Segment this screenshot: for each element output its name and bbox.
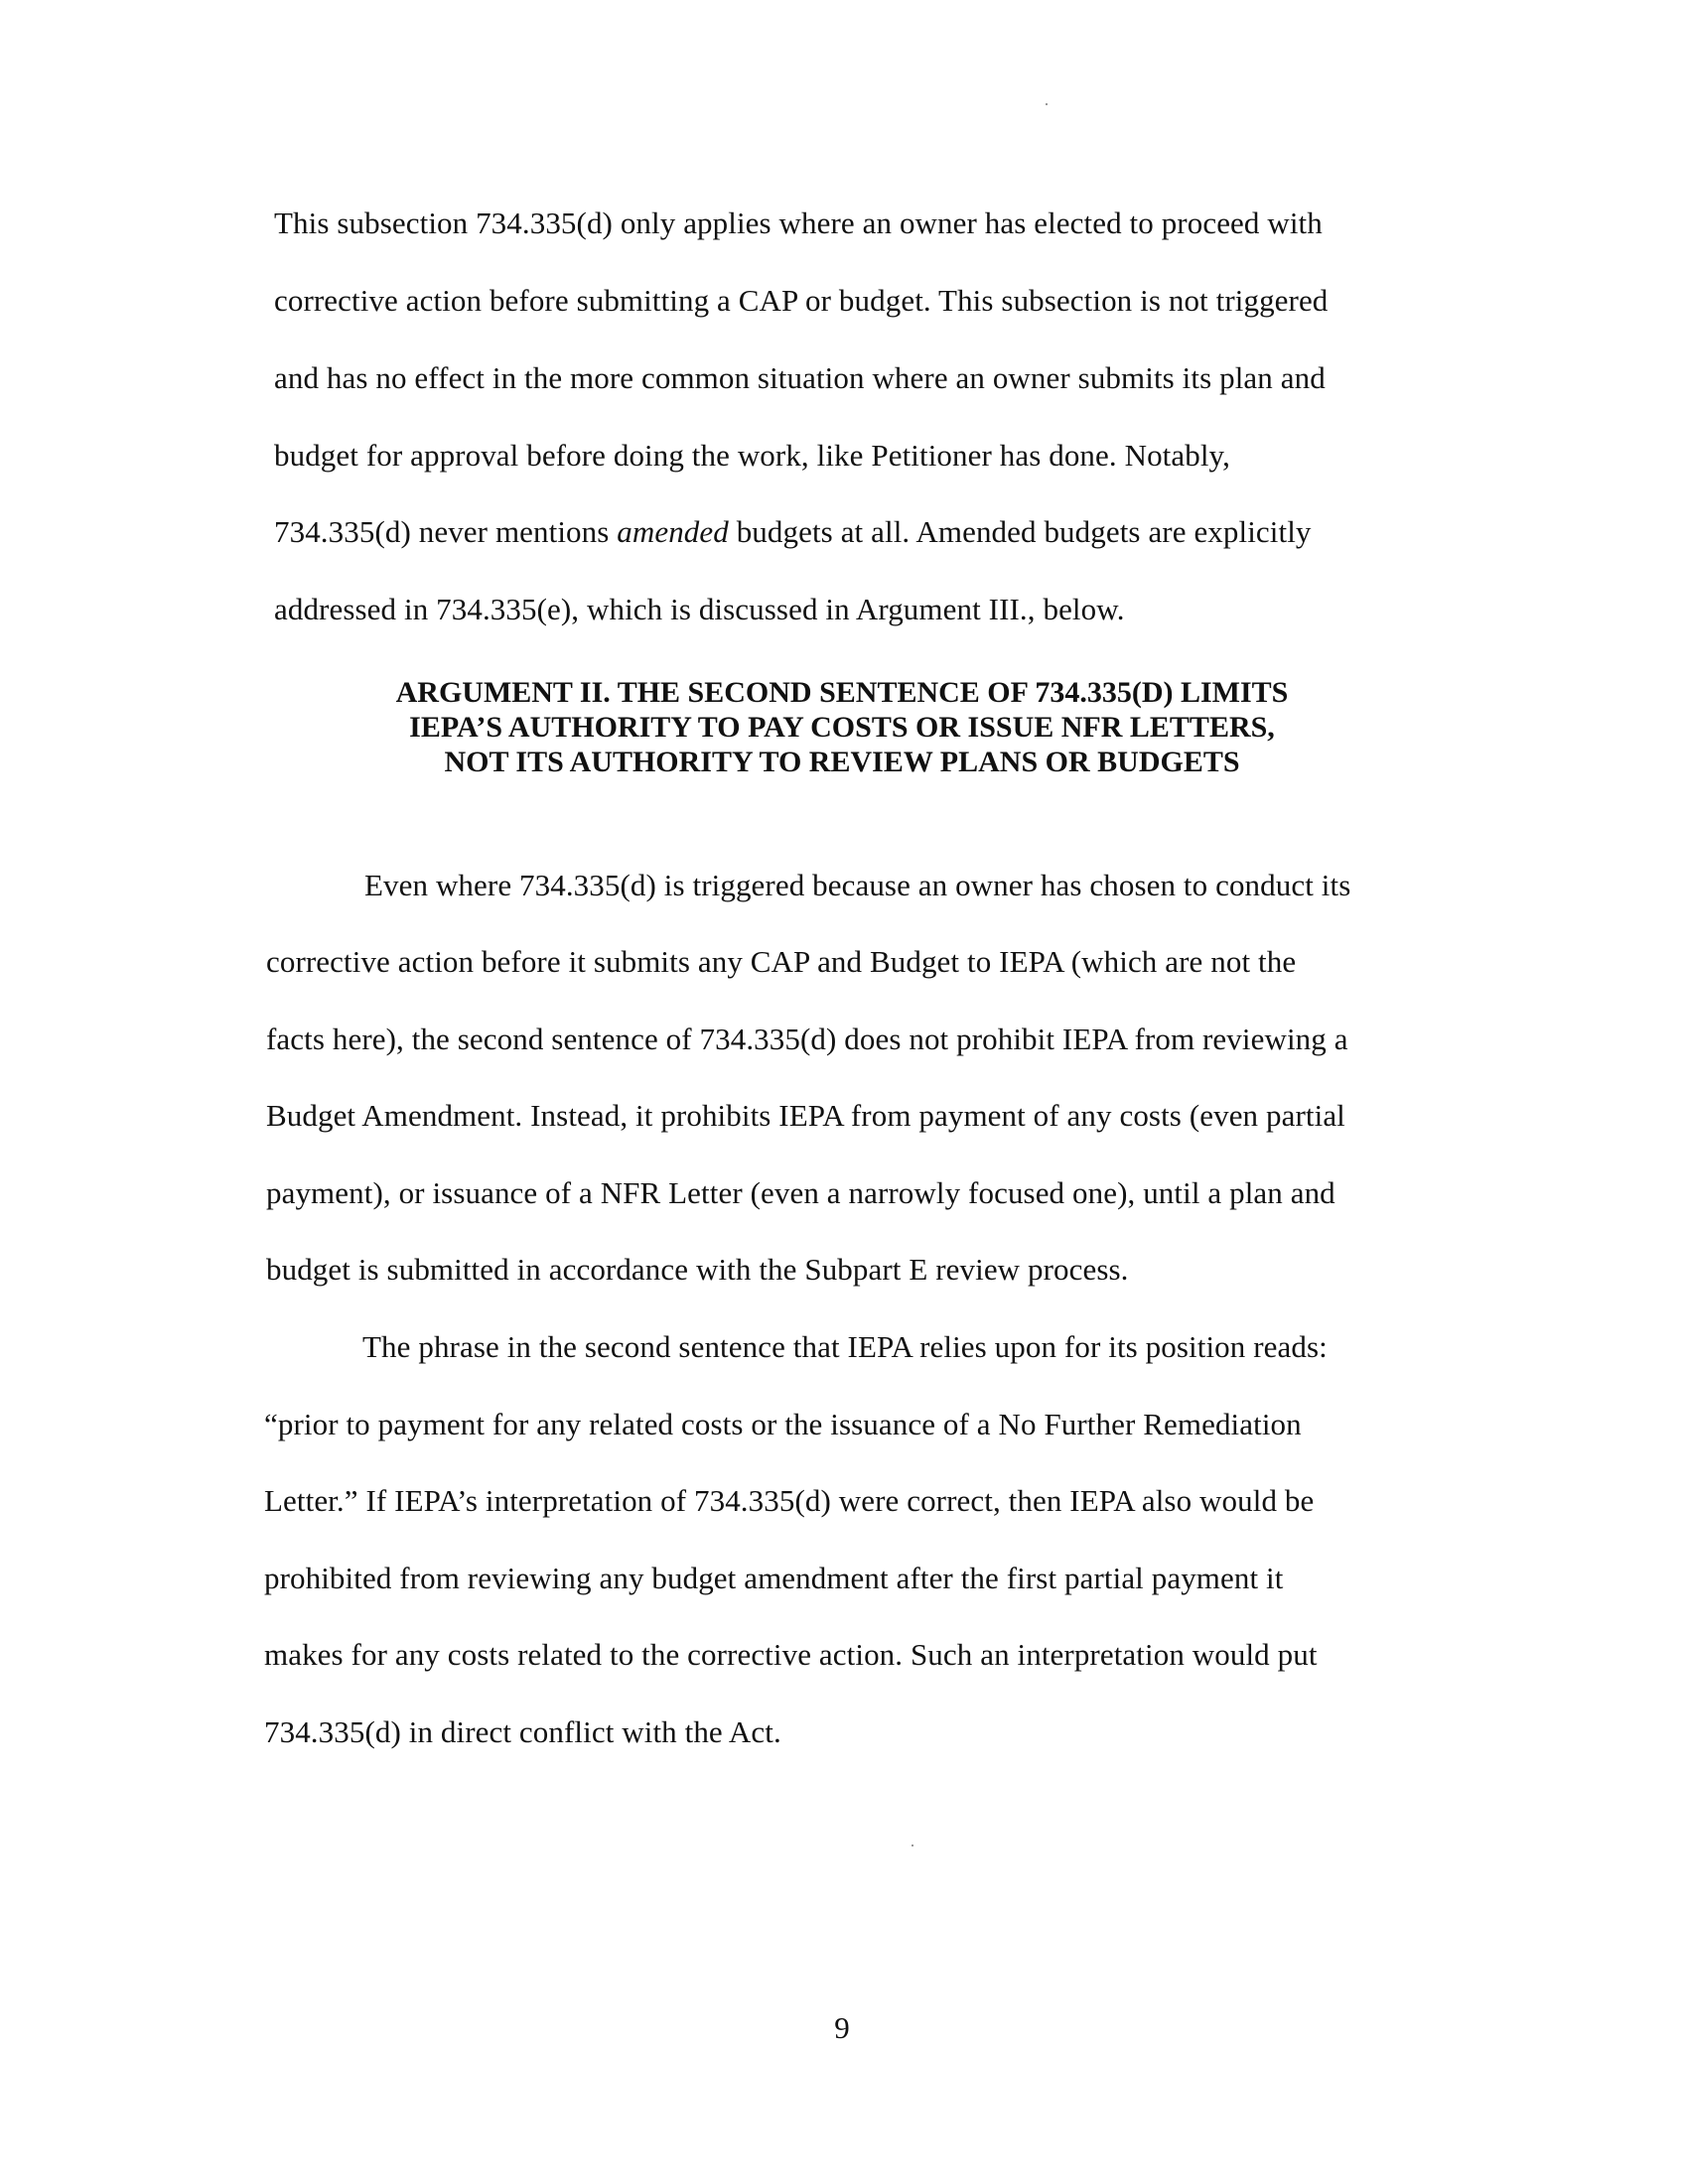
paragraph-3-line-1: The phrase in the second sentence that IEPA relies upon for its position reads: xyxy=(362,1329,1328,1364)
scan-speck xyxy=(912,1844,913,1846)
paragraph-2-line-1: Even where 734.335(d) is triggered because an owner has chosen to conduct its xyxy=(364,868,1351,902)
paragraph-2-line-5: payment), or issuance of a NFR Letter (even a narrowly focused one), until a plan and xyxy=(266,1175,1335,1210)
line-5-text-before: 734.335(d) never mentions xyxy=(274,514,618,549)
paragraph-1-line-1: This subsection 734.335(d) only applies where an owner has elected to proceed with xyxy=(274,205,1323,240)
paragraph-3-line-6: 734.335(d) in direct conflict with the Act. xyxy=(264,1714,781,1749)
paragraph-3-line-5: makes for any costs related to the corrective action. Such an interpretation would put xyxy=(264,1637,1318,1672)
emphasis-amended: amended xyxy=(617,514,729,549)
paragraph-2-line-6: budget is submitted in accordance with the Subpart E review process. xyxy=(266,1252,1129,1287)
paragraph-1-line-4: budget for approval before doing the work, like Petitioner has done. Notably, xyxy=(274,438,1230,473)
scan-speck xyxy=(1046,103,1048,105)
paragraph-1-line-6: addressed in 734.335(e), which is discussed in Argument III., below. xyxy=(274,592,1125,626)
paragraph-2-line-3: facts here), the second sentence of 734.335(d) does not prohibit IEPA from reviewing a xyxy=(266,1022,1348,1056)
paragraph-1-line-3: and has no effect in the more common situation where an owner submits its plan and xyxy=(274,360,1326,395)
heading-line-2: IEPA’S AUTHORITY TO PAY COSTS OR ISSUE NFR LETTERS, xyxy=(409,711,1275,744)
paragraph-3-line-3: Letter.” If IEPA’s interpretation of 734.335(d) were correct, then IEPA also would be xyxy=(264,1483,1315,1518)
page-number: 9 xyxy=(834,2010,850,2045)
paragraph-1-line-2: corrective action before submitting a CAP or budget. This subsection is not triggered xyxy=(274,283,1329,318)
line-5-text-after: budgets at all. Amended budgets are explicitly xyxy=(728,514,1312,549)
paragraph-3-line-4: prohibited from reviewing any budget amendment after the first partial payment it xyxy=(264,1561,1284,1595)
paragraph-2-line-4: Budget Amendment. Instead, it prohibits IEPA from payment of any costs (even partial xyxy=(266,1098,1345,1133)
heading-line-3: NOT ITS AUTHORITY TO REVIEW PLANS OR BUDGETS xyxy=(444,746,1240,778)
paragraph-3-line-2: “prior to payment for any related costs or the issuance of a No Further Remediation xyxy=(264,1407,1302,1441)
heading-line-1: ARGUMENT II. THE SECOND SENTENCE OF 734.335(D) LIMITS xyxy=(395,676,1289,709)
paragraph-1-line-5 xyxy=(274,514,1312,550)
paragraph-2-line-2: corrective action before it submits any CAP and Budget to IEPA (which are not the xyxy=(266,944,1297,979)
